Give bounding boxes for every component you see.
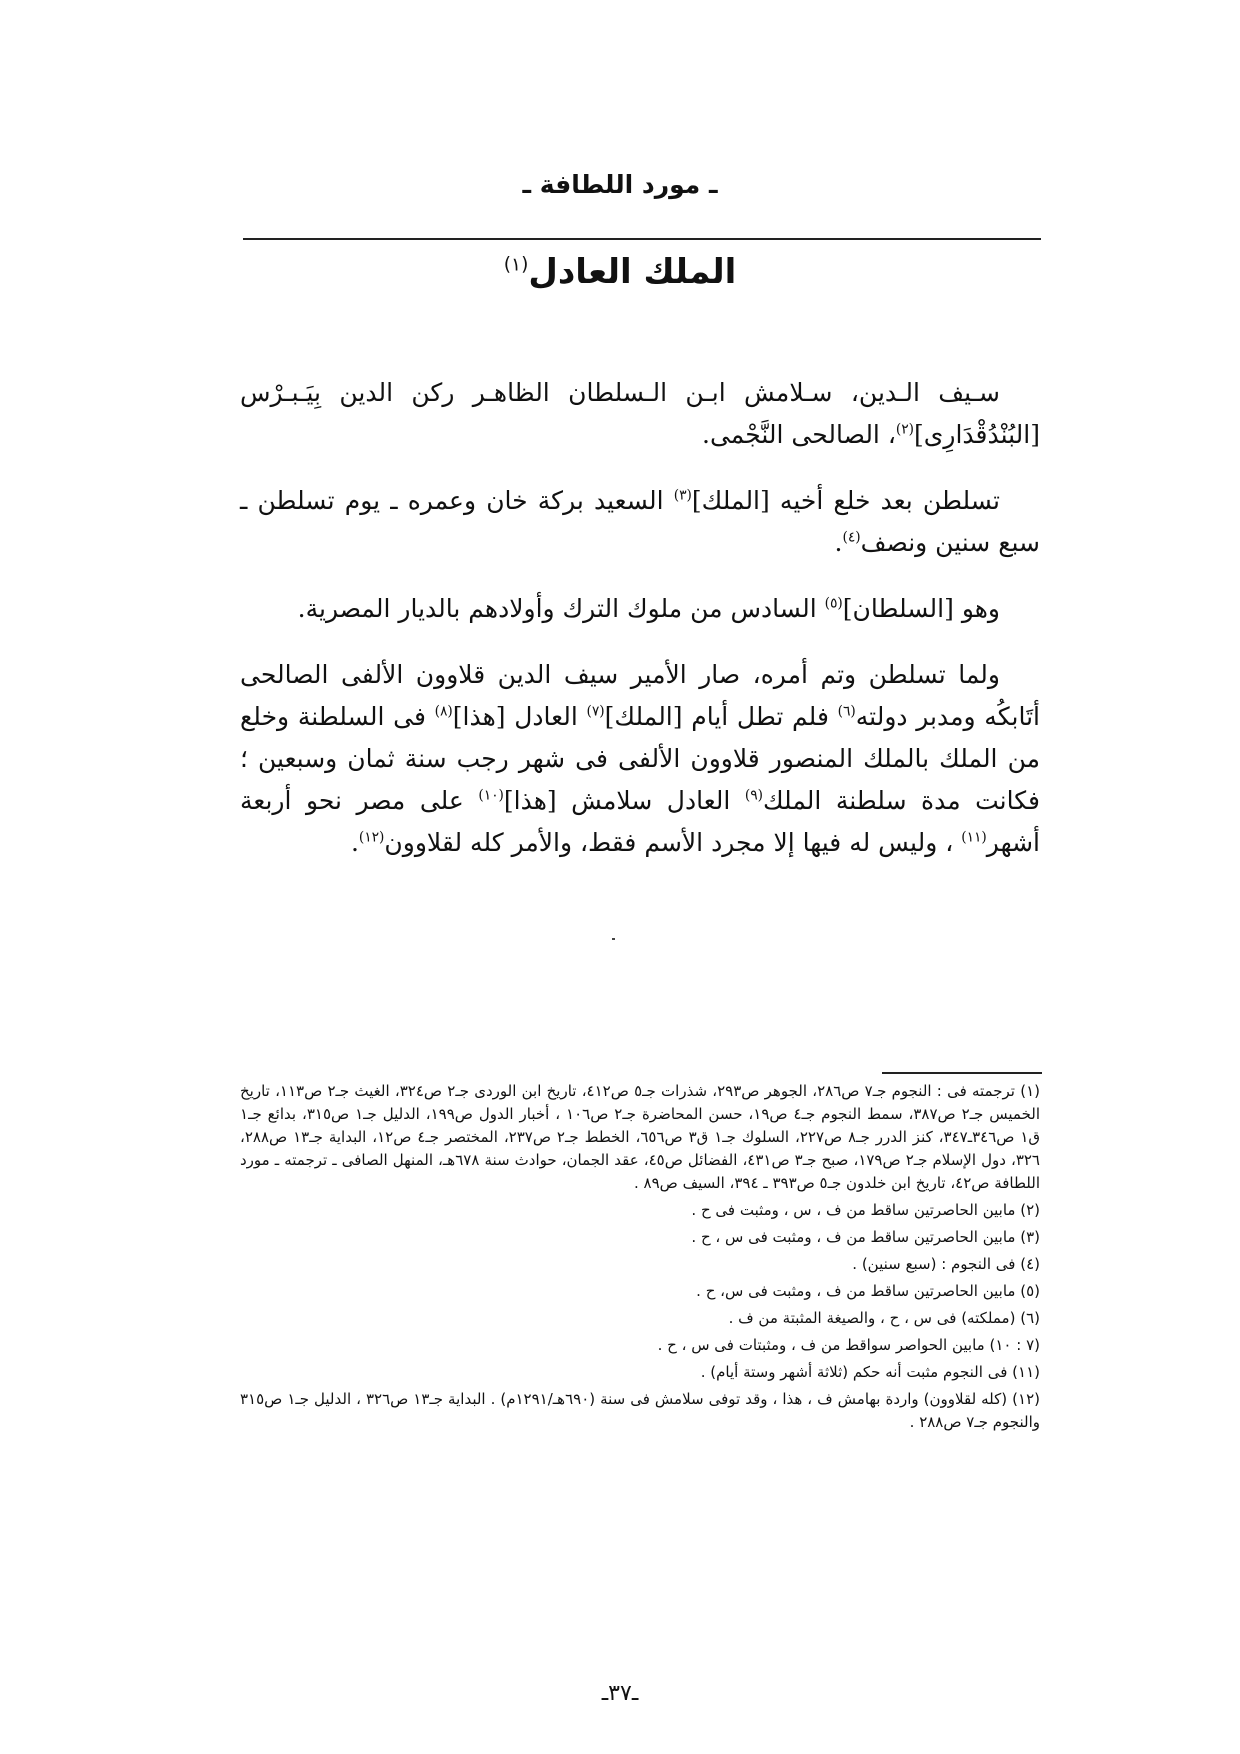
note-reference: (٩) — [744, 787, 763, 804]
paragraph-text: تسلطن بعد خلع أخيه [الملك] — [691, 486, 1000, 515]
footnote-rule — [882, 1072, 1042, 1074]
paragraph-text: فى السلطنة وخلع من الملك بالملك المنصور قلاوون الألفى فى شهر رجب سنة ثمان وسبعين ؛ فكانت مدة سلطنة الملك — [240, 702, 1041, 815]
paragraph-text: فلم تطل أيام [الملك] — [604, 702, 838, 731]
footnote-text: مابين الحاصرتين ساقط من ف ، ومثبت فى س ، ح . — [691, 1228, 1016, 1246]
footnote — [240, 1226, 1040, 1249]
paragraph — [240, 480, 1040, 564]
footnote — [240, 1199, 1040, 1222]
footnote-number: (٣) — [1020, 1228, 1040, 1246]
footnote-text: فى النجوم مثبت أنه حكم (ثلاثة أشهر وستة أيام) . — [700, 1363, 1008, 1381]
footnote — [240, 1307, 1040, 1330]
footnote-number: (١) — [1020, 1082, 1040, 1100]
paragraph-text: ، الصالحى النَّجْمى. — [702, 420, 896, 449]
chapter-title — [0, 252, 1240, 292]
note-reference: (٥) — [824, 595, 843, 612]
paragraph — [240, 654, 1040, 864]
footnote-number: (١٢) — [1012, 1390, 1040, 1408]
running-header: ـ مورد اللطافة ـ — [522, 170, 718, 199]
footnote — [240, 1080, 1040, 1195]
paragraph-text: على مصر نحو أربعة أشهر — [240, 786, 1040, 857]
note-reference: (٦) — [837, 703, 856, 720]
footnote-text: (مملكته) فى س ، ح ، والصيغة المثبتة من ف . — [728, 1309, 1016, 1327]
header-rule — [243, 238, 1041, 240]
note-reference: (٤) — [842, 529, 861, 546]
paragraph-text: ولما تسلطن وتم أمره، صار الأمير سيف الدين قلاوون الألفى الصالحى أتَابكُه ومدبر دولته — [240, 660, 1040, 731]
note-reference: (٣) — [673, 487, 692, 504]
footnote-text: (كله لقلاوون) واردة بهامش ف ، هذا ، وقد توفى سلامش فى سنة (٦٩٠هـ/١٢٩١م) . البداية جـ١٣ ص٣٢٦ ، الدليل جـ١ ص٣١٥ والنجوم جـ٧ ص٢٨٨ . — [240, 1390, 1040, 1431]
paragraph-text: . — [834, 528, 843, 557]
footnote-number: (٤) — [1020, 1255, 1040, 1273]
footnote-text: مابين الحواصر سواقط من ف ، ومثبتات فى س ، ح . — [657, 1336, 985, 1354]
paragraph-text: ، وليس له فيها إلا مجرد الأسم فقط، والأمر كله لقلاوون — [384, 828, 962, 857]
paragraph — [240, 372, 1040, 456]
paragraph-text: العادل [هذا] — [452, 702, 587, 731]
paragraph-text: العادل سلامش [هذا] — [503, 786, 745, 815]
footnote-text: مابين الحاصرتين ساقط من ف ، س ، ومثبت فى ح . — [691, 1201, 1016, 1219]
footnote-text: مابين الحاصرتين ساقط من ف ، ومثبت فى س، ح . — [696, 1282, 1016, 1300]
note-reference: (٢) — [895, 421, 915, 438]
note-reference: (١٢) — [358, 829, 385, 846]
paragraph-text: . — [350, 828, 359, 857]
footnote-number: (٥) — [1020, 1282, 1040, 1300]
paragraph-text: وهو [السلطان] — [842, 594, 1000, 623]
paragraph — [240, 588, 1040, 630]
note-reference: (١٠) — [478, 787, 504, 804]
note-reference: (٨) — [434, 703, 453, 720]
footnote-number: (٧ : ١٠) — [989, 1336, 1040, 1354]
chapter-title-note-ref: (١) — [503, 254, 529, 276]
paragraph-text: سـيف الـدين، سـلامش ابـن الـسلطان الظاهـر ركن الدين بِيَـبـرْس [البُنْدُقْدَارِى] — [240, 378, 1040, 449]
footnote — [240, 1388, 1040, 1434]
footnote-number: (٦) — [1020, 1309, 1040, 1327]
note-reference: (١١) — [961, 829, 987, 846]
note-reference: (٧) — [586, 703, 605, 720]
footnote-text: ترجمته فى : النجوم جـ٧ ص٢٨٦، الجوهر ص٢٩٣، شذرات جـ٥ ص٤١٢، تاريخ ابن الوردى جـ٢ ص٣٢٤، الغيث جـ٢ ص١١٣، تاريخ الخميس جـ٢ ص٣٨٧، سمط النجوم جـ٤ ص١٩، حسن المحاضرة جـ٢ ص١٠٦ ، أخبار الدول ص١٩٩، الدليل جـ١ ص٣١٥، بدائع جـ١ ق١ ص٣٤٦ـ٣٤٧، كنز الدرر جـ٨ ص٢٢٧، السلوك جـ١ ق٣ ص٦٥٦، الخطط جـ٢ ص٢٣٧، المختصر جـ٤ ص١٢، البداية جـ١٣ ص٢٨٨، ٣٢٦، دول الإسلام جـ٢ ص١٧٩، صبح جـ٣ ص٤٣١، الفضائل ص٤٥، عقد الجمان، حوادث سنة ٦٧٨هـ، المنهل الصافى ـ ترجمته ـ مورد اللطافة ص٤٢، تاريخ ابن خلدون جـ٥ ص٣٩٣ ـ ٣٩٤، السيف ص٨٩ . — [240, 1082, 1041, 1192]
paragraph-text: السادس من ملوك الترك وأولادهم بالديار المصرية. — [297, 594, 825, 623]
footnote-number: (١١) — [1012, 1363, 1040, 1381]
stray-mark — [612, 938, 615, 940]
footnote — [240, 1280, 1040, 1303]
footnote — [240, 1361, 1040, 1384]
footnote-number: (٢) — [1020, 1201, 1040, 1219]
page-number: ـ٣٧ـ — [601, 1681, 639, 1706]
chapter-title-text: الملك العادل — [528, 252, 737, 292]
footnote-text: فى النجوم : (سبع سنين) . — [852, 1255, 1016, 1273]
footnote — [240, 1253, 1040, 1276]
footnote — [240, 1334, 1040, 1357]
paragraph-text: السعيد بركة خان وعمره ـ يوم تسلطن ـ سبع سنين ونصف — [240, 486, 1040, 557]
main-text — [240, 372, 1040, 888]
footnotes — [240, 1080, 1040, 1438]
